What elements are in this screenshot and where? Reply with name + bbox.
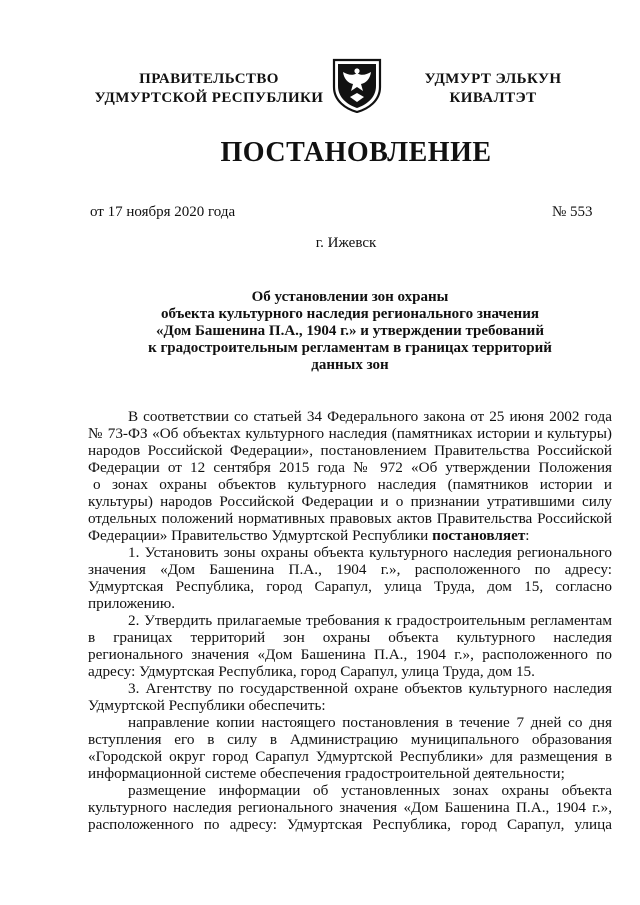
header-right-line1: УДМУРТ ЭЛЬКУН [424,71,562,87]
text-line: Удмуртской Республики обеспечить: [88,697,326,714]
document-subject [120,289,580,374]
text-line: о зонах охраны объектов культурного наследия (памятников истории и [93,476,612,493]
text-line-final [88,527,612,544]
document-number: № 553 [552,204,593,220]
coat-of-arms-icon [330,57,384,113]
text-line: народов Российской Федерации», постановлением Правительства Российской [88,442,612,459]
decree-keyword: постановляет [432,527,526,544]
colon: : [525,527,530,544]
text-line: информационной системе обеспечения градостроительной деятельности; [88,765,565,782]
text-line: «Городской округ город Сарапул Удмуртской Республики» для размещения в [88,748,612,765]
text-line: В соответствии со статьей 34 Федерального закона от 25 июня 2002 года [128,408,612,425]
text-line: в границах территорий зон охраны объекта культурного наследия [88,629,612,646]
text-line: адресу: Удмуртская Республика, город Сарапул, улица Труда, дом 15. [88,663,535,680]
paragraph-preamble [88,408,612,544]
paragraph-item-3b [88,782,612,833]
paragraph-item-1 [88,544,612,612]
text-line: № 73-ФЗ «Об объектах культурного наследия (памятниках истории и культуры) [88,425,612,442]
document-title: ПОСТАНОВЛЕНИЕ [220,137,492,168]
document-city: г. Ижевск [315,235,377,251]
text-line: расположенного по адресу: Удмуртская Республика, город Сарапул, улица [88,816,612,833]
header-left [85,70,333,108]
text-line: регионального значения «Дом Башенина П.А., 1904 г.», расположенного по [88,646,612,663]
subject-line: Об установлении зон охраны [251,289,449,305]
text-line: вступления его в силу в Администрацию муниципального образования [88,731,612,748]
text-line: Удмуртская Республика, город Сарапул, улица Труда, дом 15, согласно [88,578,612,595]
text-line: Федерации» Правительство Удмуртской Республики [88,527,429,544]
text-line: 1. Установить зоны охраны объекта культурного наследия регионального [128,544,612,561]
text-line: отдельных положений нормативных правовых актов Правительства Российской [88,510,612,527]
header-right-line2: КИВАЛТЭТ [449,90,537,106]
header-left-line2: УДМУРТСКОЙ РЕСПУБЛИКИ [94,90,324,106]
paragraph-item-2 [88,612,612,680]
text-line: 3. Агентству по государственной охране объектов культурного наследия [128,680,612,697]
subject-line: данных зон [311,357,389,373]
header-left-line1: ПРАВИТЕЛЬСТВО [139,71,279,87]
paragraph-item-3 [88,680,612,714]
subject-line: к градостроительным регламентам в границах территорий [148,340,552,356]
text-line: приложению. [88,595,176,612]
subject-line: объекта культурного наследия регионального значения [161,306,539,322]
text-line: значения «Дом Башенина П.А., 1904 г.», расположенного по адресу: [88,561,612,578]
text-line: культуры) народов Российской Федерации и о признании утратившими силу [88,493,612,510]
paragraph-item-3a [88,714,612,782]
text-line: направление копии настоящего постановления в течение 7 дней со дня [128,714,612,731]
header-right [398,70,588,108]
text-line: размещение информации об установленных зонах охраны объекта [128,782,612,799]
document-date: от 17 ноября 2020 года [90,204,236,220]
document-body [88,408,612,833]
subject-line: «Дом Башенина П.А., 1904 г.» и утверждении требований [156,323,544,339]
text-line: культурного наследия регионального значения «Дом Башенина П.А., 1904 г.», [88,799,612,816]
text-line: Федерации от 12 сентября 2015 года № 972 «Об утверждении Положения [88,459,612,476]
text-line: 2. Утвердить прилагаемые требования к градостроительным регламентам [128,612,612,629]
